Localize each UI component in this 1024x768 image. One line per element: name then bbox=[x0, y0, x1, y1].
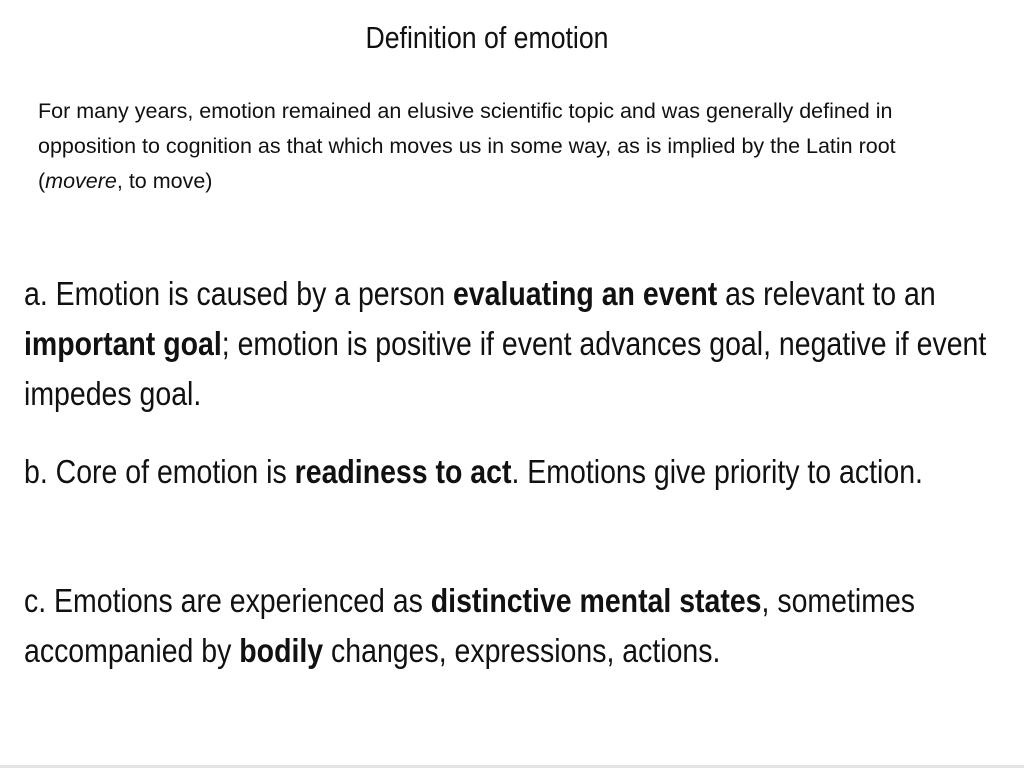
point-a-text: ; emotion is positive if event advances goal, negative if event impedes goal. bbox=[24, 326, 987, 413]
point-b-emphasis: readiness to act bbox=[294, 454, 512, 491]
point-a-text: a. Emotion is caused by a person bbox=[24, 276, 453, 313]
point-a-emphasis: important goal bbox=[24, 326, 222, 363]
point-c-text: , sometimes accompanied by bbox=[24, 583, 916, 670]
point-c-emphasis: bodily bbox=[239, 633, 324, 670]
point-c-text: c. Emotions are experienced as bbox=[24, 583, 431, 620]
point-c-text: changes, expressions, actions. bbox=[323, 633, 721, 670]
point-a-emphasis: evaluating an event bbox=[452, 276, 718, 313]
slide-title: Definition of emotion bbox=[365, 20, 609, 55]
point-b-text: . Emotions give priority to action. bbox=[511, 454, 923, 491]
intro-text-end: , to move) bbox=[116, 169, 213, 193]
point-c-emphasis: distinctive mental states bbox=[430, 583, 762, 620]
intro-text: For many years, emotion remained an elusive scientific topic and was generally defined in opposition to cognition as that which moves us in some way, as is implied by the Latin root ( bbox=[38, 99, 896, 193]
point-b-text: b. Core of emotion is bbox=[24, 454, 295, 491]
point-b bbox=[24, 448, 998, 498]
point-a-text: as relevant to an bbox=[717, 276, 936, 313]
point-c bbox=[24, 577, 998, 677]
point-a bbox=[24, 270, 998, 420]
intro-paragraph bbox=[38, 94, 938, 199]
intro-latin-word: movere bbox=[45, 169, 117, 193]
